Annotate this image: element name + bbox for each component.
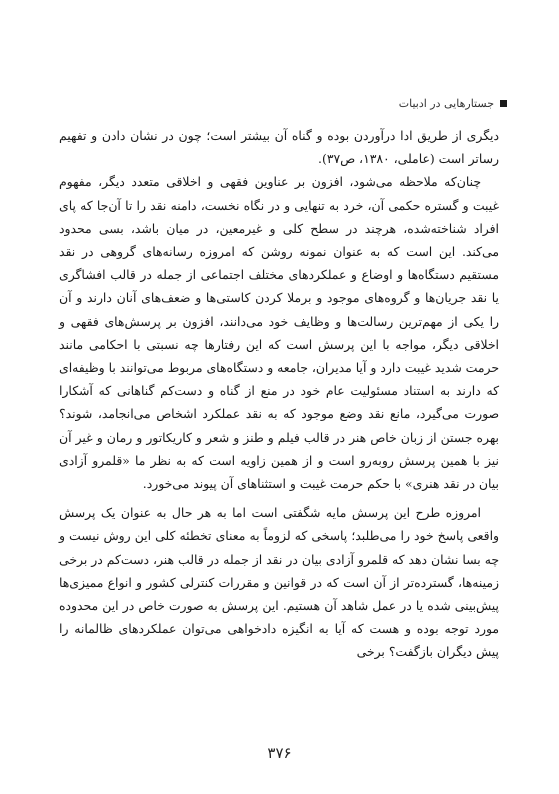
paragraph-modern-question: امروزه طرح این پرسش مایه شگفتی است اما به هر حال به عنوان یک پرسش واقعی پاسخ خود را می‌طلبد؛ پاسخی که لزوماً به معنای تخطئه کلی این روش نیست و چه بسا نشان دهد که قلمرو آزادی بیان در نقد از جمله در قالب هنر، دست‌کم در برخی زمینه‌ها، گسترده‌تر از آن است که در قوانین و مقررات کنترلی کشور و انواع ممیزی‌ها پیش‌بینی شده یا در عمل شاهد آن هستیم. این پرسش به صورت خاص در این محدوده مورد توجه بوده و هست که آیا به انگیزه دادخواهی می‌توان عملکردهای ظالمانه را پیش دیگران بازگفت؟ برخی bbox=[59, 505, 499, 660]
paragraph-continuation: دیگری از طریق ادا درآوردن بوده و گناه آن بیشتر است؛ چون در نشان دادن و تفهیم رساتر است (عاملی، ۱۳۸۰، ص۳۷). bbox=[59, 128, 499, 167]
body-text bbox=[59, 124, 499, 664]
paragraph-criticism-and-backbiting: چنان‌که ملاحظه می‌شود، افزون بر عناوین فقهی و اخلاقی متعدد دیگر، مفهوم غیبت و گستره حکمی آن، خرد به تنهایی و در نگاه نخست، دامنه نقد را تا آن‌جا که پای افراد شناخته‌شده، هرچند در سطح کلی و غیرمعین، در میان باشد، بسی محدود می‌کند. این است که به عنوان نمونه روشن که امروزه رسانه‌های گروهی در نقد مستقیم دستگاه‌ها و اوضاع و عملکردهای مختلف اجتماعی از جمله در قالب افشاگری یا نقد جریان‌ها و گروه‌های موجود و برملا کردن کاستی‌ها و ضعف‌های آنان دارند و آن را یکی از مهم‌ترین رسالت‌ها و وظایف خود می‌دانند، افزون بر پرسش‌های فقهی و اخلاقی دیگر، مواجه با این پرسش است که این رفتارها چه نسبتی با احکامی مانند حرمت شدید غیبت دارد و آیا مدیران، جامعه و دستگاه‌های مربوط می‌توانند با وظیفه‌ای که دارند به استناد مسئولیت عام خود در منع از گناه و دست‌کم گناهانی که آشکارا صورت می‌گیرد، مانع نقد وضع موجود که به نقد عملکرد اشخاص می‌انجامد، شوند؟ بهره جستن از زبان خاص هنر در قالب فیلم و طنز و شعر و کاریکاتور و رمان و غیر آن نیز با همین پرسش روبه‌رو است و از همین زاویه است که به نظر ما «قلمرو آزادی بیان در نقد هنری» با حکم حرمت غیبت و استثناهای آن پیوند می‌خورد. bbox=[59, 174, 499, 492]
running-title: جستارهایی در ادبیات bbox=[398, 96, 494, 110]
header-square-bullet-icon bbox=[500, 100, 507, 107]
page-number: ۳۷۶ bbox=[267, 744, 292, 762]
running-header bbox=[62, 92, 507, 114]
